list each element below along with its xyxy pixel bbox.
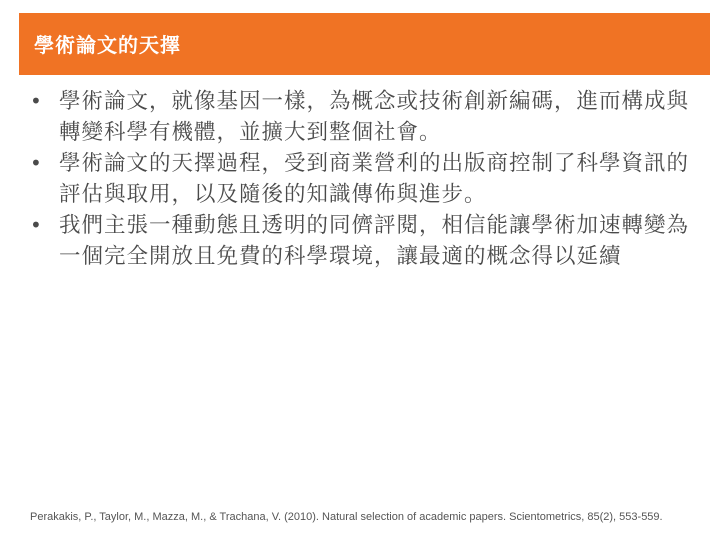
bullet-text-3: 我們主張一種動態且透明的同儕評閱，相信能讓學術加速轉變為一個完全開放且免費的科學環境，讓最適的概念得以延續 — [59, 213, 690, 269]
bullet-list — [30, 86, 696, 272]
title-bar — [19, 13, 710, 75]
bullet-dot-icon: • — [30, 151, 43, 175]
bullet-item-2 — [30, 148, 696, 210]
bullet-dot-icon: • — [30, 89, 43, 113]
bullet-item-3 — [30, 210, 696, 272]
bullet-text-1: 學術論文，就像基因一樣，為概念或技術創新編碼，進而構成與轉變科學有機體，並擴大到整個社會。 — [59, 89, 690, 145]
bullet-text-2: 學術論文的天擇過程，受到商業營利的出版商控制了科學資訊的評估與取用，以及隨後的知識傳佈與進步。 — [59, 151, 690, 207]
bullet-dot-icon: • — [30, 213, 43, 237]
page-title: 學術論文的天擇 — [34, 33, 181, 57]
citation-footer: Perakakis, P., Taylor, M., Mazza, M., & Trachana, V. (2010). Natural selection of academic papers. Scientometrics, 85(2), 553-559. — [30, 511, 663, 523]
bullet-item-1 — [30, 86, 696, 148]
